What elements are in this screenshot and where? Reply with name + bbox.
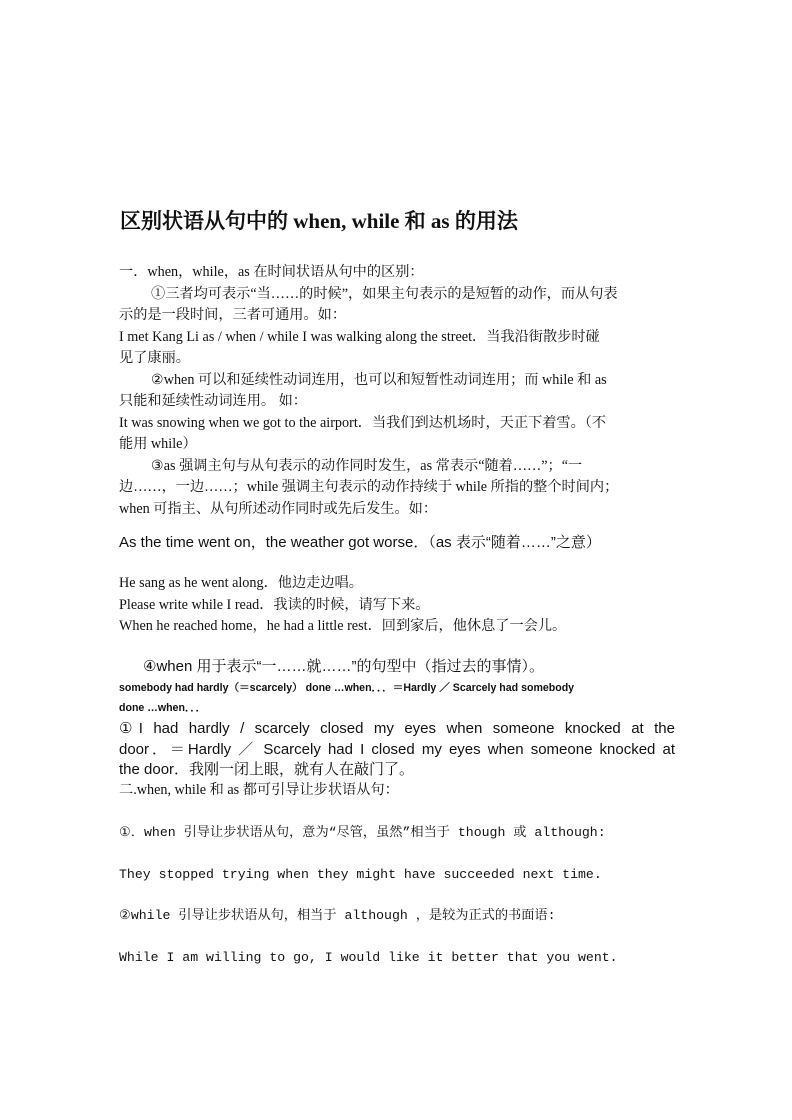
point-3-line-1: ③as 强调主句与从句表示的动作同时发生，as 常表示“随着……”；“一: [151, 457, 583, 474]
example-4: He sang as he went along．他边走边唱。: [119, 575, 363, 591]
point-4-block: [119, 656, 675, 678]
example-3: As the time went on，the weather got worse．（as 表示“随着……”之意）: [119, 534, 601, 551]
example-6: When he reached home，he had a little rest．回到家后，他休息了一会儿。: [119, 618, 567, 634]
pattern-line-1: somebody had hardly（＝scarcely） done …when．．．＝Hardly ／ Scarcely had somebody: [119, 682, 575, 694]
section-2-point-1: ①．when 引导让步状语从句，意为“尽管，虽然”相当于 though 或 although:: [119, 825, 606, 840]
point-1-line-2: 示的是一段时间，三者可通用。如：: [119, 307, 347, 323]
section-2-example-1: They stopped trying when they might have succeeded next time.: [119, 867, 602, 882]
example-7-line-1: ①I had hardly / scarcely closed my eyes when someone knocked at the: [119, 720, 675, 737]
point-2-line-1: ②when 可以和延续性动词连用，也可以和短暂性动词连用；而 while 和 as: [151, 371, 607, 388]
section-2-point-1-block: [119, 822, 675, 844]
point-3-line-3: when 可指主、从句所述动作同时或先后发生。如：: [119, 500, 438, 517]
examples-4-6: [119, 573, 675, 638]
section-2-example-2-block: [119, 947, 675, 969]
pattern-block: [119, 678, 675, 718]
example-2-line-2: 能用 while）: [119, 436, 197, 452]
section-2-point-2: ②while 引导让步状语从句，相当于 although ，是较为正式的书面语:: [119, 908, 556, 923]
section-2-example-1-block: [119, 864, 675, 886]
point-2-line-2: 只能和延续性动词连用。 如：: [119, 393, 307, 409]
section-1: [119, 262, 675, 520]
section-2-heading: 二.when, while 和 as 都可引导让步状语从句：: [119, 782, 399, 798]
example-7-line-3: the door．我刚一闭上眼，就有人在敲门了。: [119, 761, 415, 778]
document-title: 区别状语从句中的 when, while 和 as 的用法: [120, 209, 518, 233]
point-3-line-2: 边……，一边……；while 强调主句表示的动作持续于 while 所指的整个时间内；: [119, 479, 619, 495]
example-3-block: [119, 532, 675, 554]
section-2-example-2: While I am willing to go, I would like it better that you went.: [119, 950, 618, 965]
example-7-block: [119, 719, 675, 781]
pattern-line-2: done …when．．．: [119, 702, 207, 714]
example-5: Please write while I read．我读的时候，请写下来。: [119, 596, 430, 613]
example-2-line-1: It was snowing when we got to the airport．当我们到达机场时，天正下着雪。（不: [119, 414, 607, 431]
section-1-heading: 一．when，while，as 在时间状语从句中的区别：: [119, 264, 424, 280]
example-1-line-1: I met Kang Li as / when / while I was walking along the street．当我沿街散步时碰: [119, 328, 600, 345]
example-7-line-2: door．＝Hardly ／ Scarcely had I closed my eyes when someone knocked at: [119, 740, 675, 758]
point-4: ④when 用于表示“一……就……”的句型中（指过去的事情）。: [143, 658, 544, 675]
point-1-line-1: ①三者均可表示“当……的时候”，如果主句表示的是短暂的动作，而从句表: [151, 285, 618, 302]
example-1-line-2: 见了康丽。: [119, 350, 190, 366]
section-2-point-2-block: [119, 905, 675, 927]
section-2-heading-block: [119, 780, 675, 802]
